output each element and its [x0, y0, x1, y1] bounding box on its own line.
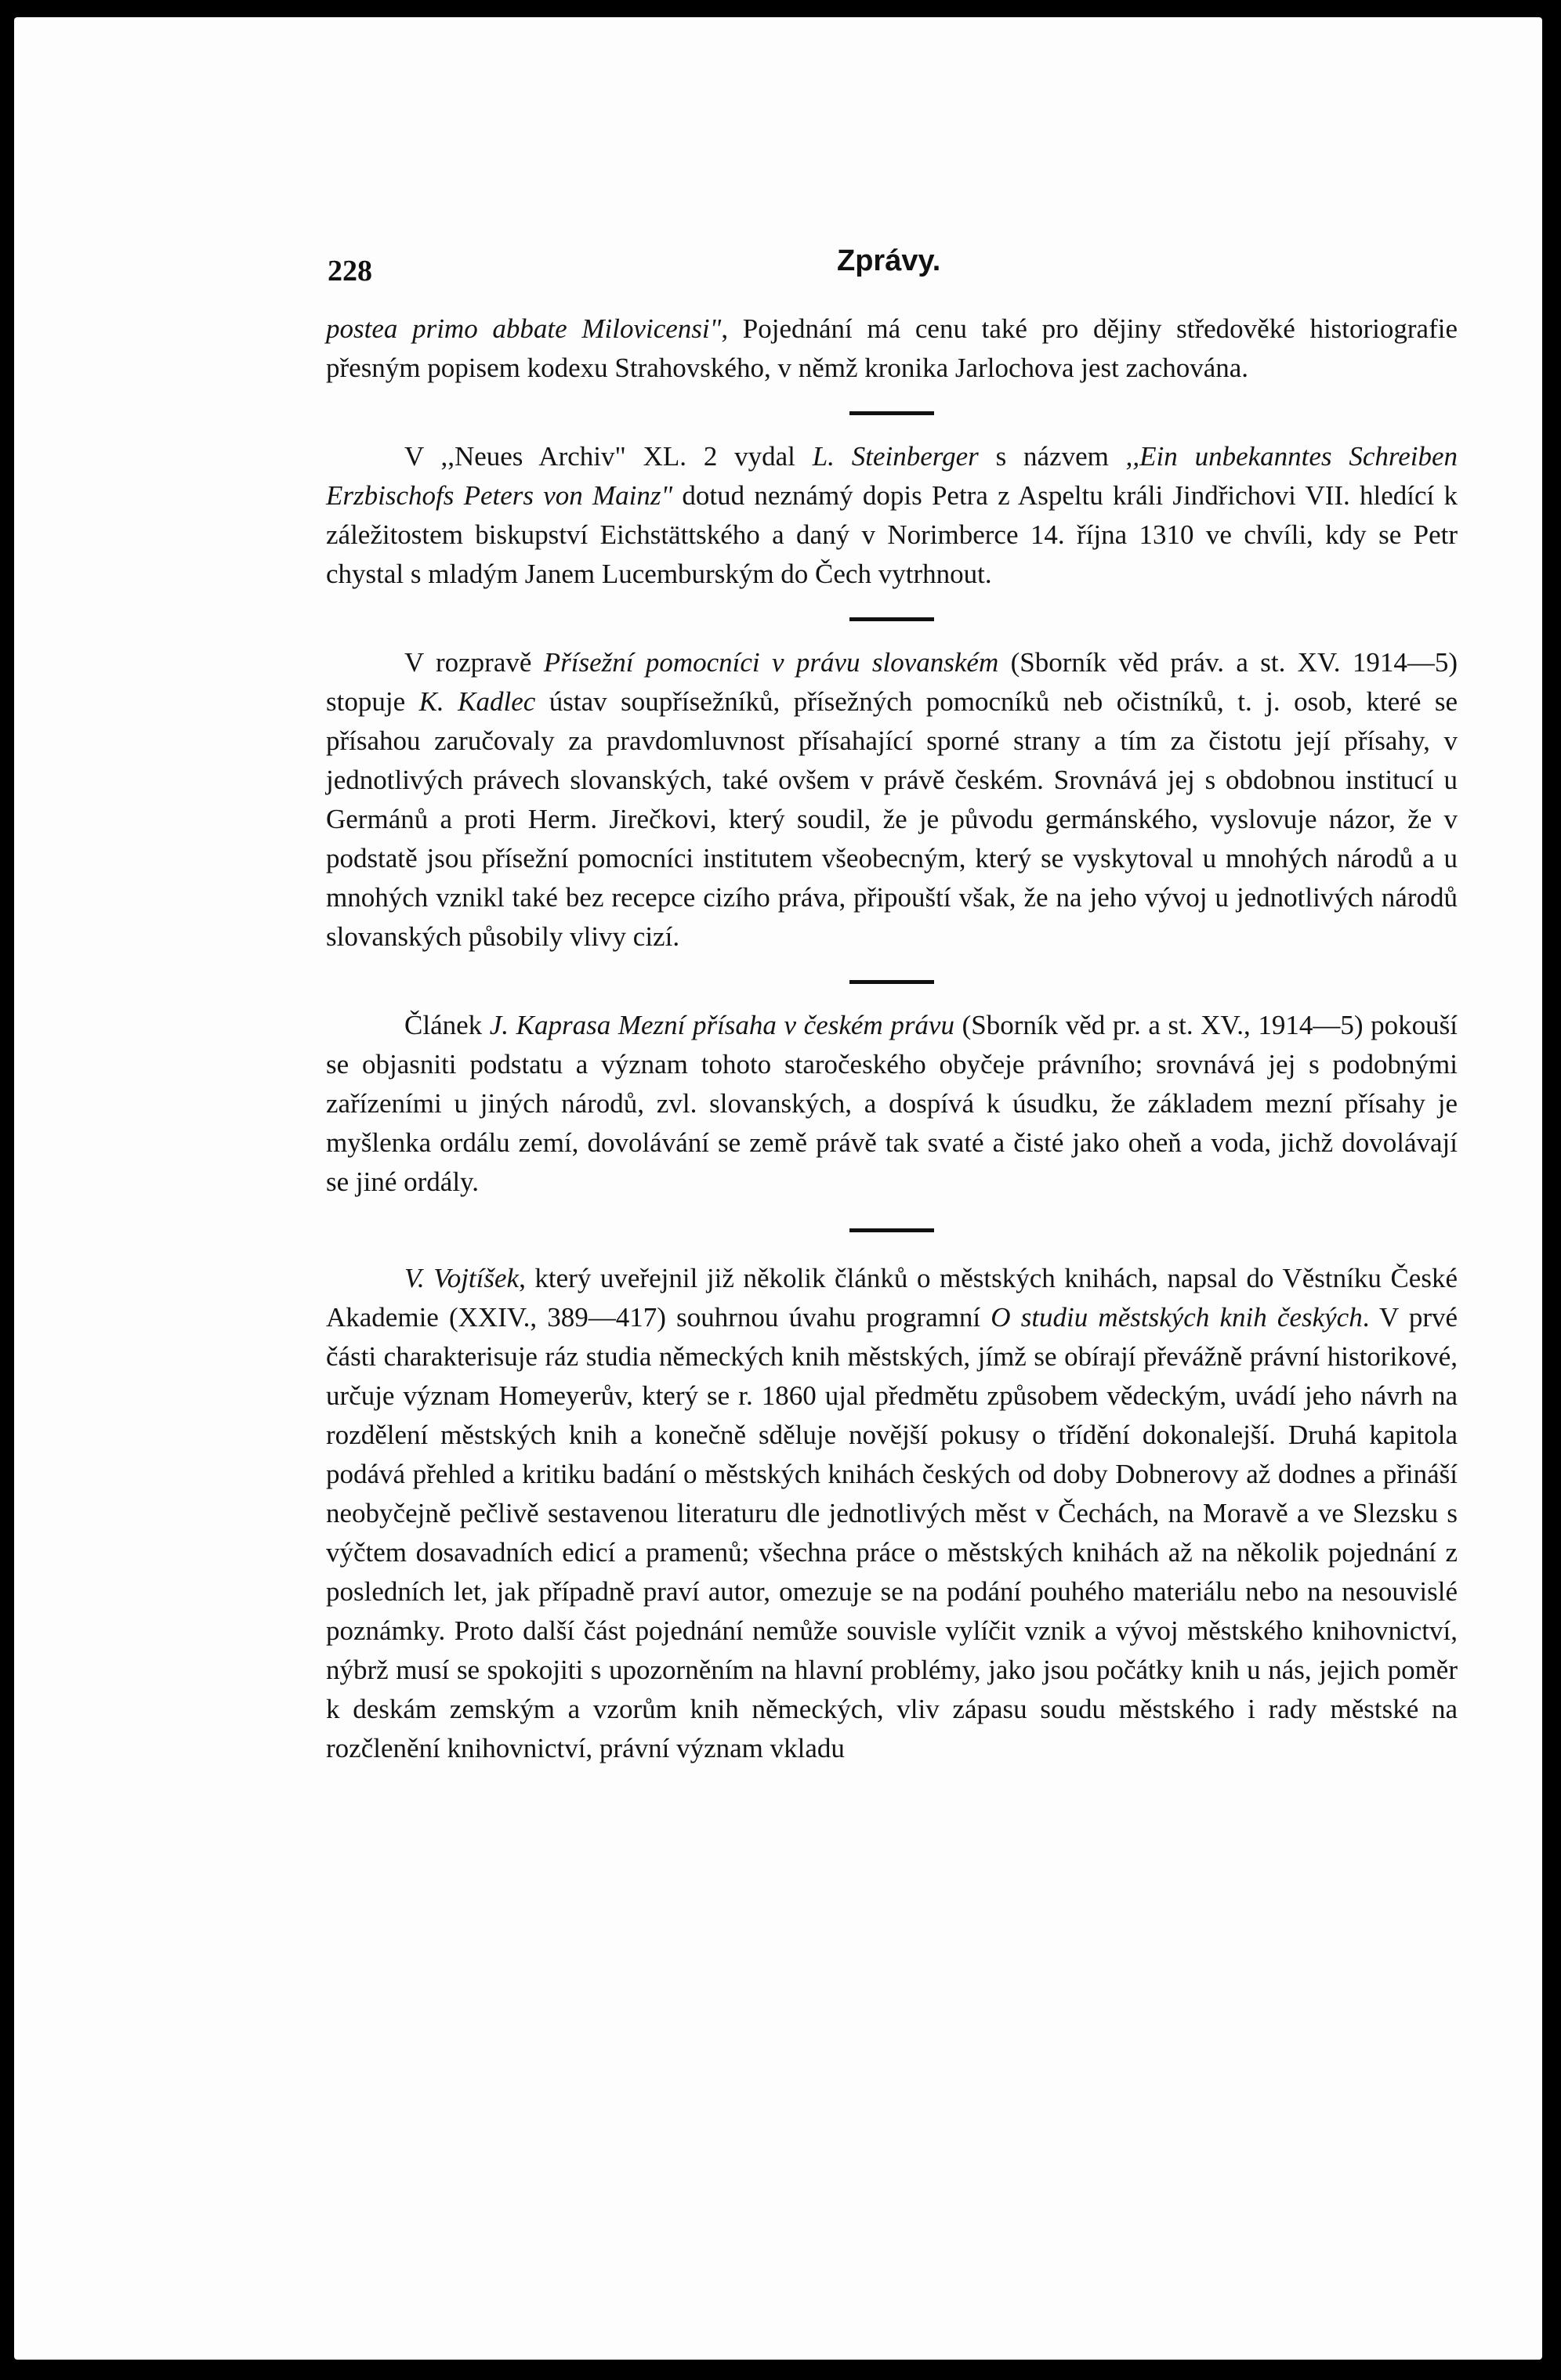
italic-text: K. Kadlec	[418, 686, 536, 717]
section-separator	[849, 980, 934, 984]
text-run: ústav soupřísežníků, přísežných pomocníků neb očistníků, t. j. osob, které se přísahou zaručovaly za pravdomluvnost přísahající sporné strany a tím za čistotu její přísahy, v jednotlivých právech slovanských, také ovšem v právě českém. Srovnává jej s obdobnou institucí u Germánů a proti Herm. Jirečkovi, který soudil, že je původu germánského, vyslovuje názor, že v podstatě jsou přísežní pomocníci institutem všeobecným, který se vyskytoval u mnohých národů a u mnohých vznikl také bez recepce cizího práva, připouští však, že na jeho vývoj u jednotlivých národů slovanských působily vlivy cizí.	[326, 686, 1458, 952]
text-run: s názvem	[978, 441, 1126, 472]
italic-text: ,,Ein unbekanntes Schreiben Erzbischofs Peters von Mainz"	[326, 441, 1458, 511]
page-number: 228	[328, 255, 372, 288]
italic-text: L. Steinberger	[812, 441, 979, 472]
text-run: , který uveřejnil již několik článků o městských knihách, napsal do Věstníku České Akademie (XXIV., 389—417) souhrnou úvahu programní	[326, 1263, 1458, 1333]
section-separator	[849, 617, 934, 621]
section-separator	[849, 1228, 934, 1232]
text-run: . V prvé části charakterisuje ráz studia německých knih městských, jímž se obírají převážně právní historikové, určuje význam Homeyerův, který se r. 1860 ujal předmětu způsobem vědeckým, uvádí jeho návrh na rozdělení městských knih a konečně sděluje novější pokusy o třídění dokonalejší. Druhá kapitola podává přehled a kritiku badání o městských knihách českých od doby Dobnerovy až dodnes a přináší neobyčejně pečlivě sestavenou literaturu dle jednotlivých měst v Čechách, na Moravě a ve Slezsku s výčtem dosavadních edicí a pramenů; všechna práce o městských knihách až na několik pojednání z posledních let, jak případně praví autor, omezuje se na podání pouhého materiálu nebo na nesouvislé poznámky. Proto další část pojednání nemůže souvisle vylíčit vznik a vývoj městského knihovnictví, nýbrž musí se spokojiti s upozorněním na hlavní problémy, jako jsou počátky knih u nás, jejich poměr k deskám zemským a vzorům knih německých, vliv zápasu soudu městského i rady městské na rozčlenění knihovnictví, právní význam vkladu	[326, 1302, 1458, 1763]
italic-text: V. Vojtíšek	[404, 1263, 520, 1293]
text-run: Článek	[404, 1010, 490, 1040]
paragraph-vojtisek	[326, 1259, 1458, 1768]
paragraph-continuation	[326, 309, 1458, 388]
article-body	[326, 309, 1458, 1768]
text-run: dotud neznámý dopis Petra z Aspeltu králi Jindřichovi VII. hledící k záležitostem biskupství Eichstättského a daný v Norimberce 14. října 1310 ve chvíli, kdy se Petr chystal s mladým Janem Lucemburským do Čech vytrhnout.	[326, 480, 1458, 589]
text-run: (Sborník věd pr. a st. XV., 1914—5) pokouší se objasniti podstatu a význam tohoto staročeského obyčeje právního; srovnává jej s podobnými zařízeními u jiných národů, zvl. slovanských, a dospívá k úsudku, že základem mezní přísahy je myšlenka ordálu zemí, dovolávání se země právě tak svaté a čisté jako oheň a voda, jichž dovolávají se jiné ordály.	[326, 1010, 1458, 1197]
paragraph-kapras	[326, 1006, 1458, 1202]
text-run: V ,,Neues Archiv" XL. 2 vydal	[404, 441, 813, 472]
text-run: (Sborník věd práv. a st. XV. 1914—5) stopuje	[326, 647, 1458, 717]
text-run: V rozpravě	[404, 647, 544, 678]
italic-text: J. Kaprasa Mezní přísaha v českém právu	[489, 1010, 954, 1040]
text-run: , Pojednání má cenu také pro dějiny středověké historiografie přesným popisem kodexu Strahovského, v němž kronika Jarlochova jest zachována.	[326, 313, 1458, 383]
section-separator	[849, 411, 934, 415]
paragraph-kadlec	[326, 643, 1458, 957]
italic-text: Přísežní pomocníci v právu slovanském	[543, 647, 999, 678]
page-header	[328, 244, 1480, 291]
italic-text: O studiu městských knih českých	[991, 1302, 1363, 1333]
paragraph-steinberger	[326, 437, 1458, 594]
italic-text: postea primo abbate Milovicensi"	[326, 313, 722, 344]
running-title: Zprávy.	[837, 244, 941, 277]
